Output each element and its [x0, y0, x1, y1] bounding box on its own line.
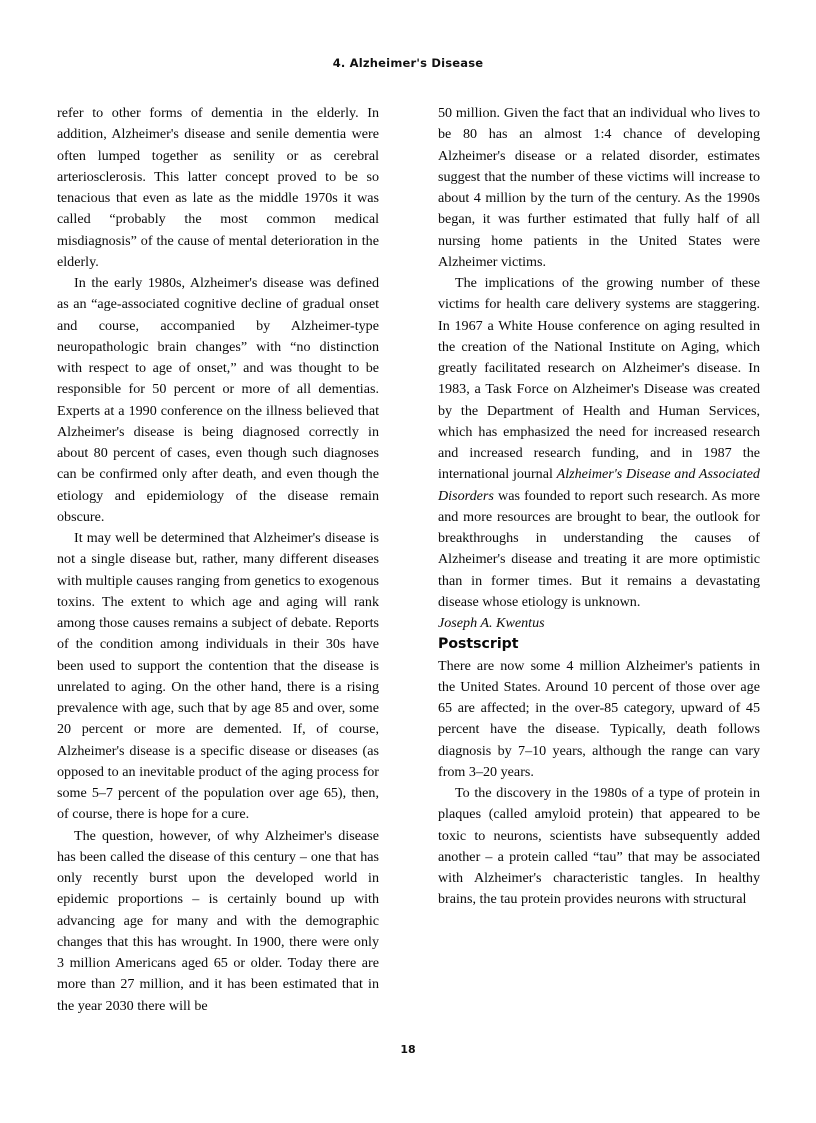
paragraph: 50 million. Given the fact that an individual who lives to be 80 has an almost 1:4 chance of developing Alzheimer's disease or a related disorder, estimates suggest that the number of these victims will increase to about 4 million by the turn of the century. As the 1990s began, it was further estimated that fully half of all nursing home patients in the United States were Alzheimer victims.	[438, 105, 760, 270]
paragraph: refer to other forms of dementia in the elderly. In addition, Alzheimer's disease and senile dementia were often lumped together as senility or as cerebral arteriosclerosis. This latter concept proved to be so tenacious that even as late as the middle 1970s it was called “probably the most common medical misdiagnosis” of the cause of mental deterioration in the elderly.	[57, 105, 379, 270]
paragraph-text-before-title: The implications of the growing number of these victims for health care delivery systems are staggering. In 1967 a White House conference on aging resulted in the creation of the National Institute on Aging, which greatly facilitated research on Alzheimer's disease. In 1983, a Task Force on Alzheimer's Disease was created by the Department of Health and Human Services, which has emphasized the need for increased research and increased research funding, and in 1987 the international journal	[438, 275, 760, 483]
journal-title: Alzheimer's Disease and Associated Disorders	[438, 466, 760, 504]
paragraph: The question, however, of why Alzheimer's disease has been called the disease of this century – one that has only recently burst upon the developed world in epidemic proportions – is certainly bound up with advancing age for many and with the demographic changes that this has wrought. In 1900, there were only 3 million Americans aged 65 or older. Today there are more than 27 million, and it has been estimated that in the year 2030 there will be	[57, 827, 379, 1014]
left-column	[57, 103, 379, 1023]
paragraph-with-journal-title	[438, 273, 760, 613]
paragraph: It may well be determined that Alzheimer's disease is not a single disease but, rather, many different diseases with multiple causes ranging from genetics to exogenous toxins. The extent to which age and aging will rank among those causes remains a subject of debate. Reports of the condition among individuals in their 30s have been used to support the contention that the disease is unrelated to aging. On the other hand, there is a rising prevalence with age, such that by age 85 and over, some 20 percent or more are demented. If, of course, Alzheimer's disease is a specific disease or diseases (as opposed to an inevitable product of the aging process for some 5–7 percent of the population over age 65), then, of course, there is hope for a cure.	[57, 530, 379, 823]
paragraph: To the discovery in the 1980s of a type of protein in plaques (called amyloid protein) that appeared to be toxic to neurons, scientists have subsequently added another – a protein called “tau” that may be associated with Alzheimer's characteristic tangles. In healthy brains, the tau protein provides neurons with structural	[438, 785, 760, 908]
paragraph: In the early 1980s, Alzheimer's disease was defined as an “age-associated cognitive decline of gradual onset and course, accompanied by Alzheimer-type neuropathologic brain changes” with “no distinction with respect to age of onset,” and was thought to be responsible for 50 percent or more of all dementias. Experts at a 1990 conference on the illness believed that Alzheimer's disease is being diagnosed correctly in about 80 percent of cases, even though such diagnoses can be confirmed only after death, and even though the etiology and epidemiology of the disease remain obscure.	[57, 275, 379, 525]
page-number: 18	[400, 1043, 416, 1056]
postscript-heading: Postscript	[438, 636, 519, 653]
paragraph: There are now some 4 million Alzheimer's patients in the United States. Around 10 percent of those over age 65 are affected; in the over-85 category, upward of 45 percent have the disease. Typically, death follows diagnosis by 7–10 years, although the range can vary from 3–20 years.	[438, 657, 760, 780]
right-column	[438, 103, 760, 1023]
author-signature: Joseph A. Kwentus	[438, 615, 545, 631]
paragraph-text-after-title: was founded to report such research. As more and more resources are brought to bear, the outlook for breakthroughs in understanding the causes of Alzheimer's disease and treating it are more optimistic than in former times. But it remains a devastating disease whose etiology is unknown.	[438, 487, 760, 610]
text-body	[57, 103, 760, 1023]
running-head: 4. Alzheimer's Disease	[332, 56, 484, 70]
